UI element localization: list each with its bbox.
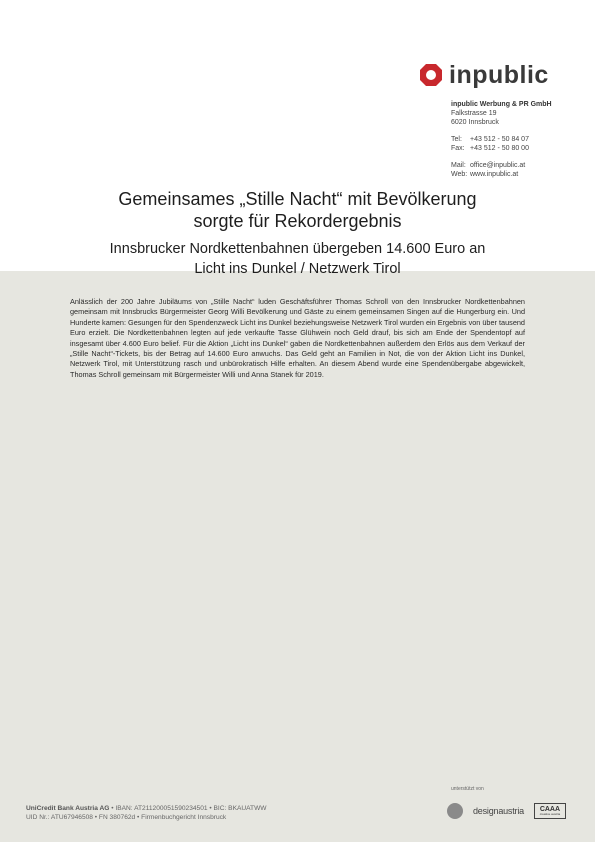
inpublic-logo	[419, 60, 549, 90]
mail-link[interactable]: office@inpublic.at	[470, 162, 526, 169]
bank-name: UniCredit Bank Austria AG	[26, 805, 110, 812]
street: Falkstrasse 19	[451, 110, 497, 117]
fax-number: +43 512 - 50 80 00	[470, 145, 529, 152]
footer-bank-info: UniCredit Bank Austria AG • IBAN: AT211200051590234501 • BIC: BKAUATWW UID Nr.: ATU67946508 • FN 380762d • Firmenbuchgericht Innsbruck	[26, 805, 267, 821]
address-block	[451, 100, 552, 179]
caaa-logo: CAAA creative austria	[534, 803, 566, 819]
bank-details: IBAN: AT211200051590234501 • BIC: BKAUATWW	[115, 805, 267, 812]
headline: Gemeinsames „Stille Nacht“ mit Bevölkerung sorgte für Rekordergebnis	[118, 189, 477, 231]
tel-number: +43 512 - 50 84 07	[470, 136, 529, 143]
mail-line: Mail: office@inpublic.at	[451, 162, 526, 169]
tel-line: Tel: +43 512 - 50 84 07	[451, 136, 529, 143]
web-line: Web: www.inpublic.at	[451, 171, 519, 178]
supported-by-label: unterstützt von	[451, 786, 484, 792]
city: 6020 Innsbruck	[451, 119, 499, 126]
body-paragraph: Anlässlich der 200 Jahre Jubiläums von „Stille Nacht“ luden Geschäftsführer Thomas Schroll von den Innsbrucker Nordkettenbahnen gemeinsam mit Innsbrucks Bürgermeister Georg Willi Bevölkerung und Gäste zu einem gemeinsamen Singen auf die Hungerburg ein. Und Hunderte kamen: Gesungen für den Spendenzweck Licht ins Dunkel beziehungsweise Netzwerk Tirol wurden ein Ergebnis von über tausend Euro erzielt. Die Nordkettenbahnen legten auf jede verkaufte Tasse Glühwein noch Geld drauf, bis sich am Ende der Spendentopf auf insgesamt über 4.600 Euro belief. Für die Aktion „Licht ins Dunkel“ gaben die Nordkettenbahnen außerdem den Erlös aus dem Verkauf der „Stille Nacht“-Tickets, bis der Betrag auf 14.600 Euro anwuchs. Das Geld geht an Familien in Not, die von der Aktion Licht ins Dunkel, Netzwerk Tirol, mit Unterstützung rasch und unbürokratisch Hilfe erhalten. An diesem Abend wurde eine Spendenübergabe abgewickelt, Thomas Schroll gemeinsam mit Bürgermeister Willi und Anna Stanek für 2019.	[70, 297, 525, 379]
web-link[interactable]: www.inpublic.at	[470, 171, 519, 178]
designaustria-logo: designaustria	[473, 806, 524, 816]
logo-octagon-icon	[419, 63, 443, 87]
fax-line: Fax: +43 512 - 50 80 00	[451, 145, 529, 152]
company-name: inpublic Werbung & PR GmbH	[451, 101, 552, 108]
logo-wordmark: inpublic	[449, 61, 549, 89]
partner-circle-logo-icon	[447, 803, 463, 819]
subheadline: Innsbrucker Nordkettenbahnen übergeben 14.600 Euro an Licht ins Dunkel / Netzwerk Tirol	[109, 241, 486, 277]
partner-logos	[447, 800, 566, 822]
company-registry: UID Nr.: ATU67946508 • FN 380762d • Firmenbuchgericht Innsbruck	[26, 814, 227, 821]
